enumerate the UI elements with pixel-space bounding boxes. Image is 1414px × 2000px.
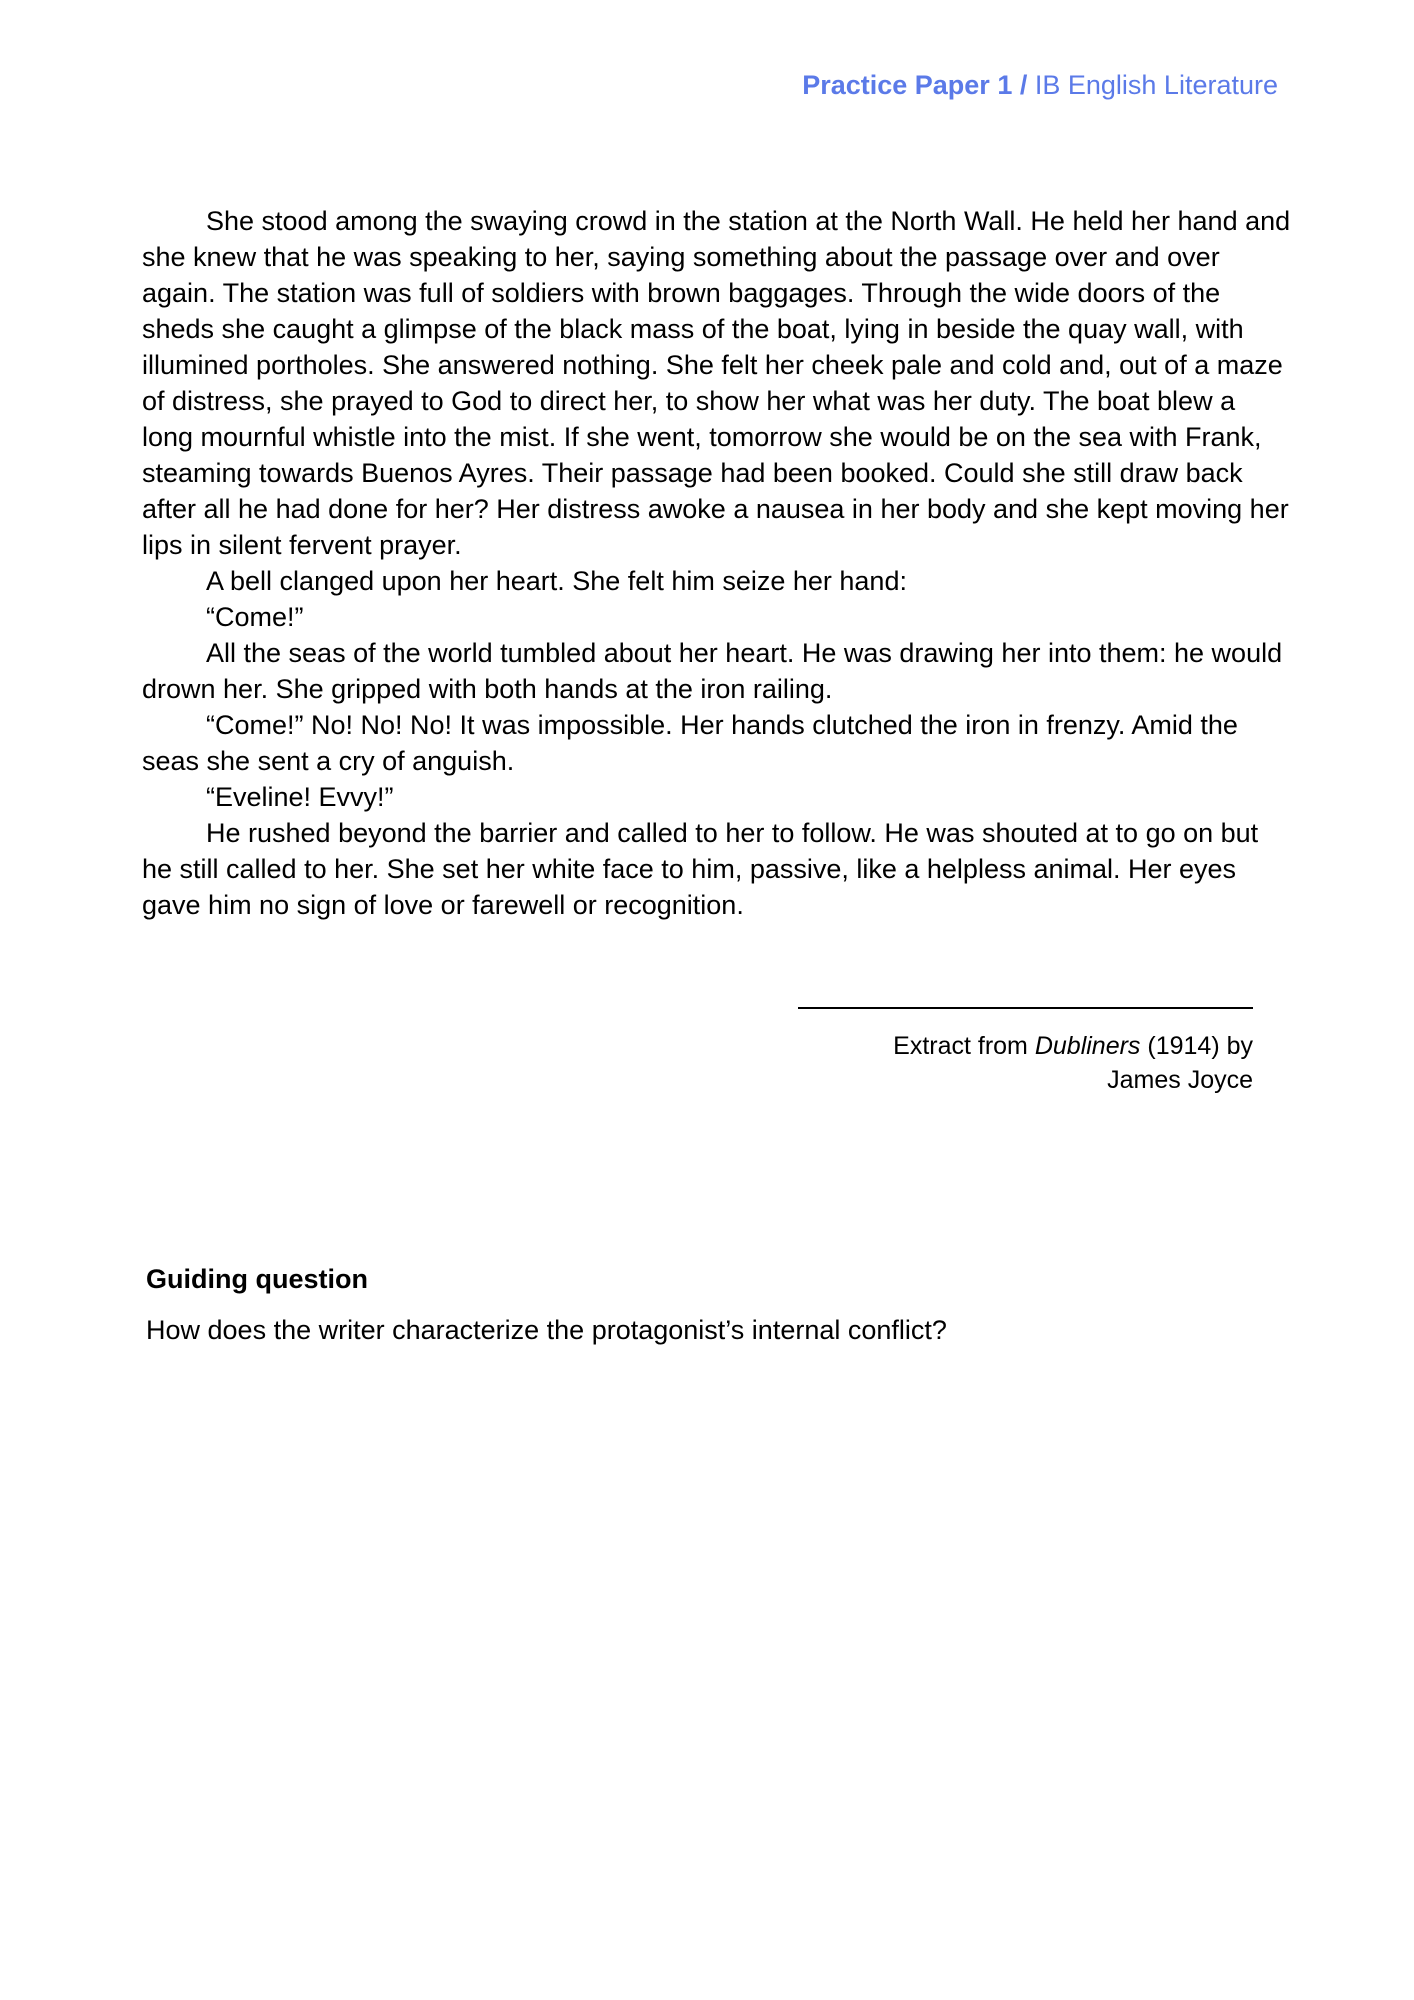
source-line <box>893 1029 1253 1063</box>
passage-paragraph: He rushed beyond the barrier and called to her to follow. He was shouted at to go on but he still called to her. She set her white face to him, passive, like a helpless animal. Her eyes gave him no sign of love or farewell or recognition. <box>142 818 1259 920</box>
source-citation <box>893 1029 1253 1097</box>
passage-paragraph: “Eveline! Evvy!” <box>206 782 394 812</box>
passage-paragraph: “Come!” <box>206 602 304 632</box>
source-divider <box>798 1007 1253 1009</box>
subject-label: IB English Literature <box>1034 70 1278 100</box>
extract-passage <box>142 203 1292 923</box>
book-title: Dubliners <box>1034 1032 1141 1060</box>
source-suffix: (1914) by <box>1140 1032 1253 1060</box>
passage-paragraph: A bell clanged upon her heart. She felt him seize her hand: <box>206 566 907 596</box>
paper-title: Practice Paper 1 / <box>802 70 1028 100</box>
page-header <box>802 70 1278 101</box>
passage-paragraph: She stood among the swaying crowd in the station at the North Wall. He held her hand and she knew that he was speaking to her, saying something about the passage over and over again. The station was full of soldiers with brown baggages. Through the wide doors of the sheds she caught a glimpse of the black mass of the boat, lying in beside the quay wall, with illumined portholes. She answered nothing. She felt her cheek pale and cold and, out of a maze of distress, she prayed to God to direct her, to show her what was her duty. The boat blew a long mournful whistle into the mist. If she went, tomorrow she would be on the sea with Frank, steaming towards Buenos Ayres. Their passage had been booked. Could she still draw back after all he had done for her? Her distress awoke a nausea in her body and she kept moving her lips in silent fervent prayer. <box>142 206 1291 560</box>
source-prefix: Extract from <box>893 1032 1035 1060</box>
guiding-question-text: How does the writer characterize the protagonist’s internal conflict? <box>146 1315 947 1345</box>
passage-paragraph: All the seas of the world tumbled about her heart. He was drawing her into them: he would drown her. She gripped with both hands at the iron railing. <box>142 638 1283 704</box>
passage-paragraph: “Come!” No! No! No! It was impossible. Her hands clutched the iron in frenzy. Amid the seas she sent a cry of anguish. <box>142 710 1238 776</box>
guiding-question-title: Guiding question <box>146 1264 368 1294</box>
author-name: James Joyce <box>1107 1066 1253 1094</box>
